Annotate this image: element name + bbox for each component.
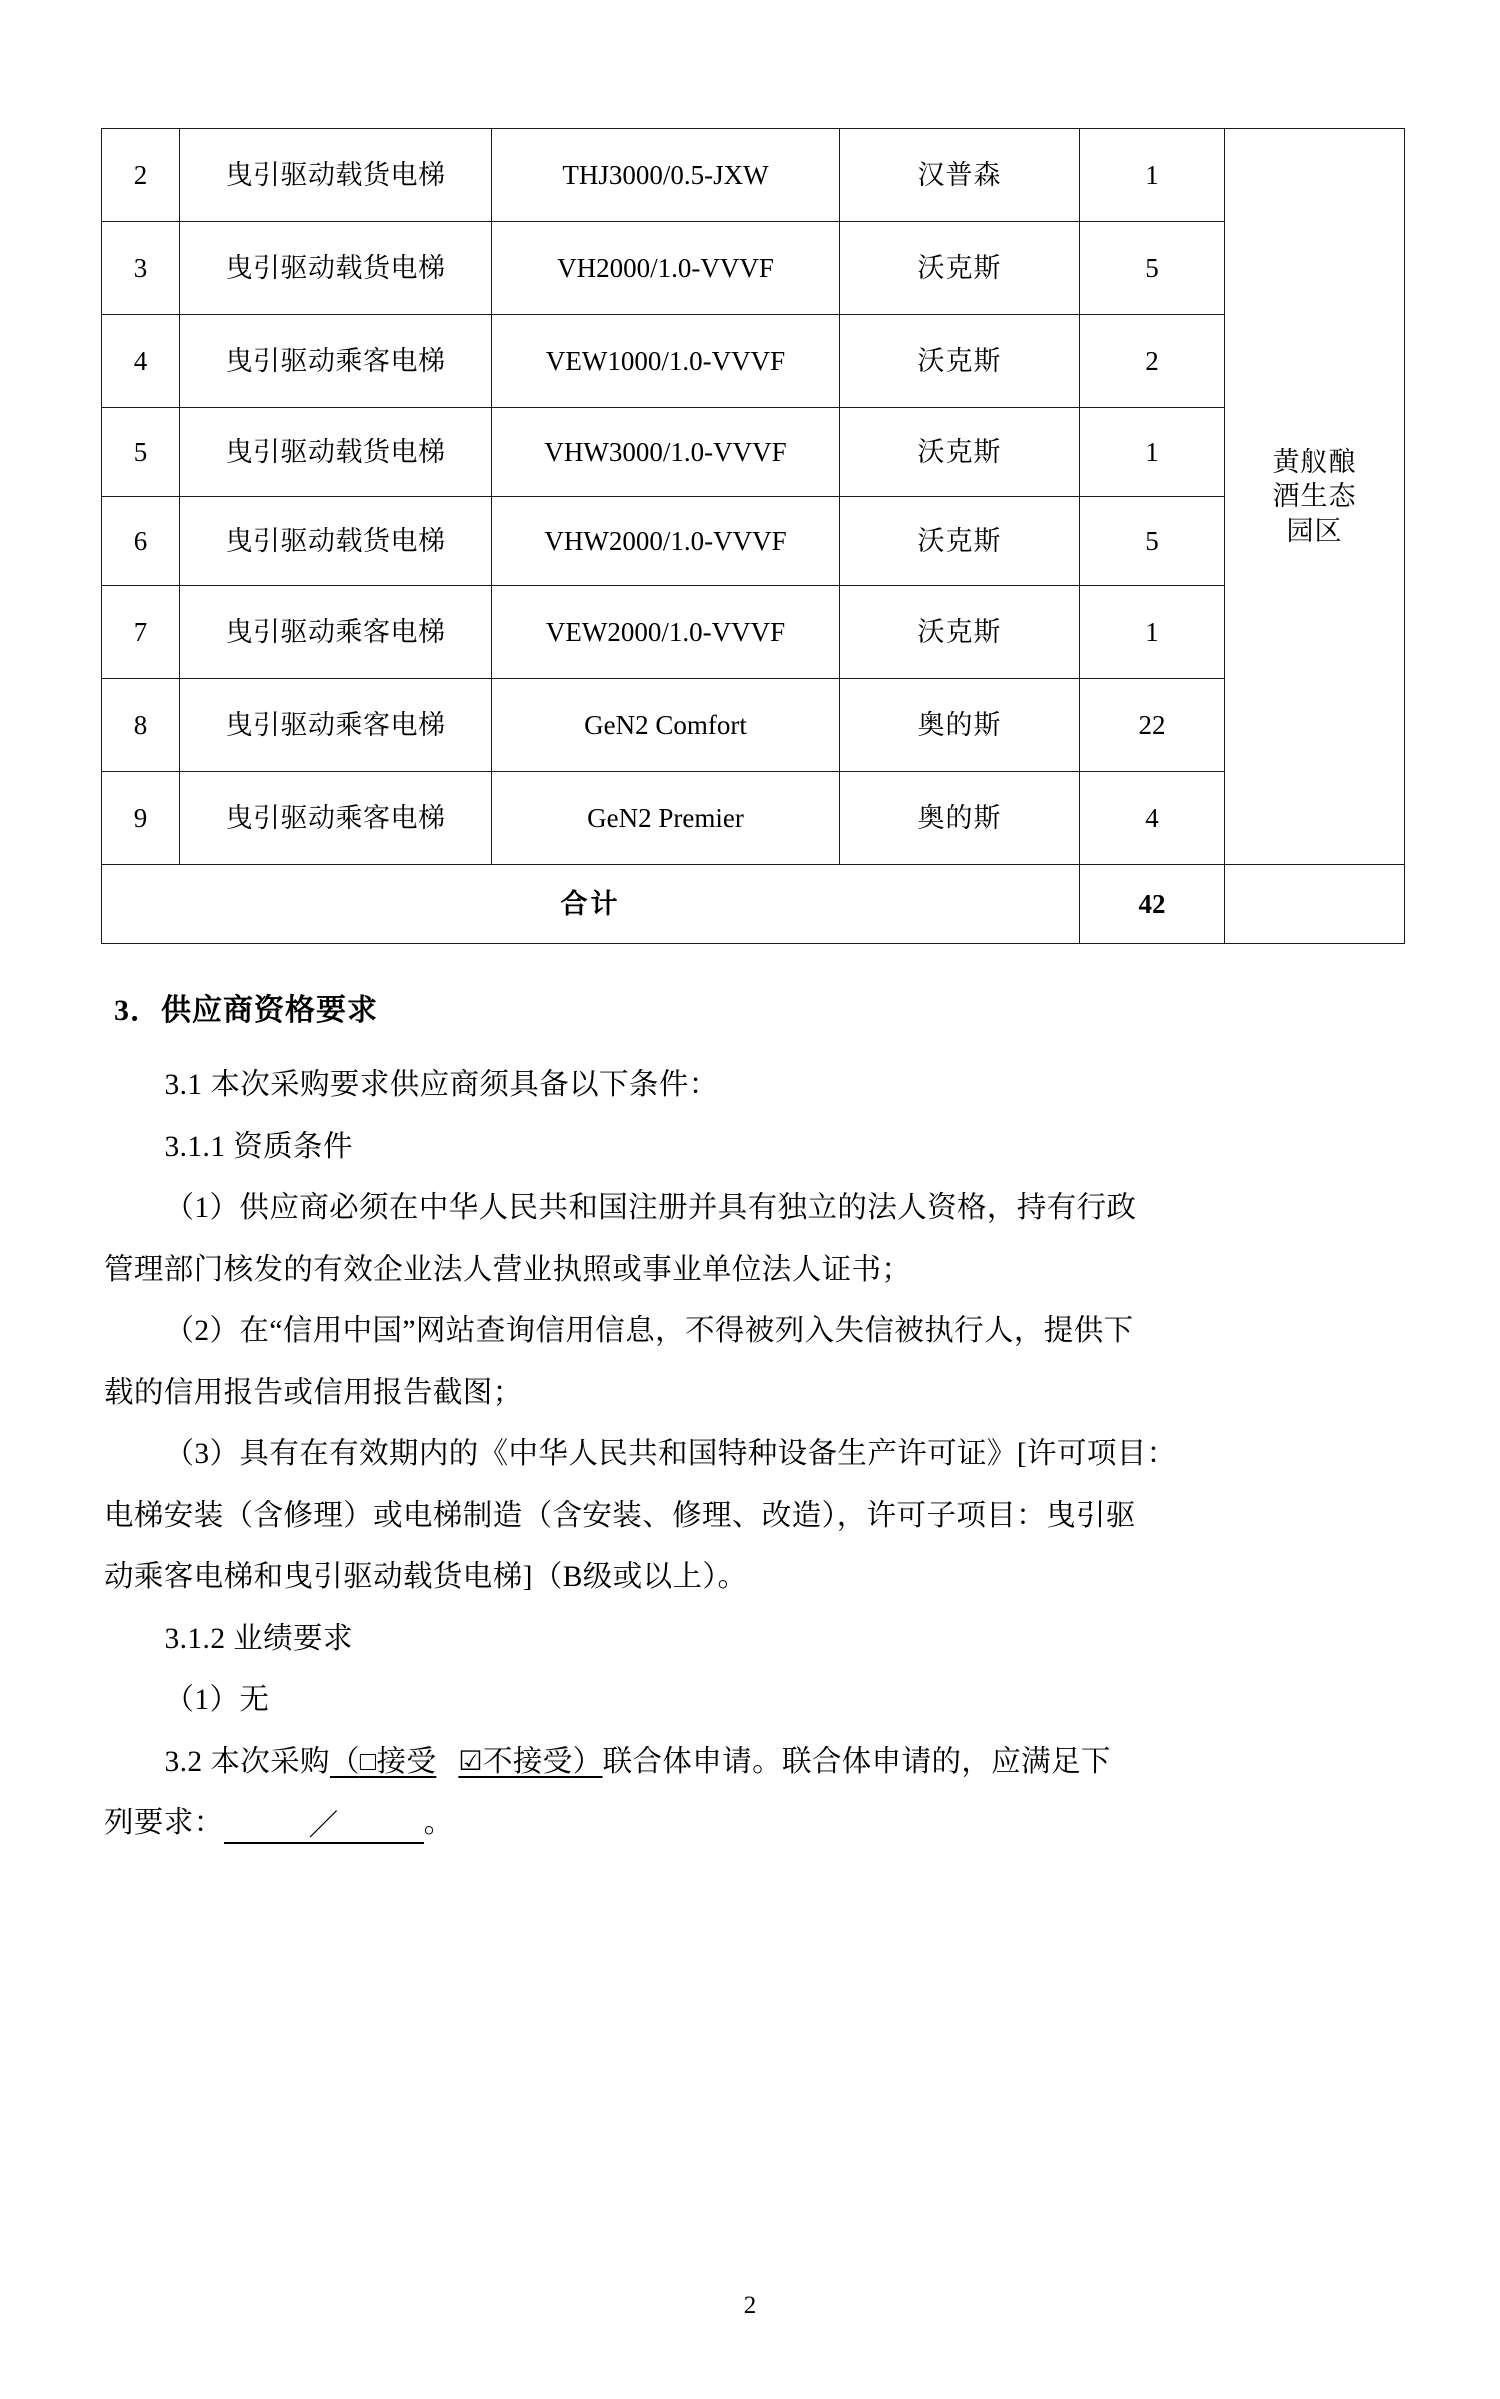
equipment-name: 曳引驱动乘客电梯 <box>180 679 492 772</box>
table-row <box>102 408 1405 497</box>
page-number: 2 <box>743 2292 757 2319</box>
equipment-name: 曳引驱动载货电梯 <box>180 129 492 222</box>
equipment-qty: 1 <box>1080 586 1225 679</box>
equipment-name: 曳引驱动乘客电梯 <box>180 586 492 679</box>
paragraph-3-2-prefix: 3.2 本次采购 <box>164 1745 330 1778</box>
equipment-model: VH2000/1.0-VVVF <box>492 222 840 315</box>
paragraph-item-3-line-3: 动乘客电梯和曳引驱动载货电梯]（B级或以上）。 <box>104 1561 748 1593</box>
equipment-qty: 5 <box>1080 497 1225 586</box>
paragraph-item-2-line-2: 载的信用报告或信用报告截图； <box>104 1376 523 1409</box>
row-index: 7 <box>102 586 180 679</box>
equipment-brand: 沃克斯 <box>840 408 1080 497</box>
equipment-model: VEW1000/1.0-VVVF <box>492 315 840 408</box>
table-total-row <box>102 865 1405 944</box>
total-label: 合计 <box>102 865 1080 944</box>
equipment-model: GeN2 Premier <box>492 772 840 865</box>
paren-open: （ <box>329 1745 360 1778</box>
total-value: 42 <box>1080 865 1225 944</box>
checkbox-accept-unchecked-icon[interactable]: □ <box>359 1745 377 1776</box>
equipment-model: VHW3000/1.0-VVVF <box>492 408 840 497</box>
paragraph-3-1-2: 3.1.2 业绩要求 <box>164 1622 353 1655</box>
row-index: 2 <box>102 129 180 222</box>
consortium-choice-group <box>330 1746 603 1778</box>
paragraph-item-1-line-2: 管理部门核发的有效企业法人营业执照或事业单位法人证书； <box>104 1253 912 1286</box>
equipment-table-container <box>100 0 1400 944</box>
paragraph-item-1-line-1: （1）供应商必须在中华人民共和国注册并具有独立的法人资格，持有行政 <box>164 1192 1137 1224</box>
period-mark: 。 <box>423 1807 454 1839</box>
table-row <box>102 129 1405 222</box>
site-line-3: 园区 <box>1286 515 1343 546</box>
paragraph-3-1-1: 3.1.1 资质条件 <box>164 1130 353 1163</box>
equipment-brand: 汉普森 <box>840 129 1080 222</box>
row-index: 3 <box>102 222 180 315</box>
section-heading: 3．供应商资格要求 <box>114 994 378 1027</box>
label-reject: 不接受 <box>482 1745 573 1778</box>
row-index: 4 <box>102 315 180 408</box>
table-row <box>102 315 1405 408</box>
row-index: 6 <box>102 497 180 586</box>
equipment-model: VHW2000/1.0-VVVF <box>492 497 840 586</box>
site-line-2: 酒生态 <box>1272 481 1357 512</box>
paragraph-3-1: 3.1 本次采购要求供应商须具备以下条件： <box>164 1069 719 1101</box>
paragraph-performance-none: （1）无 <box>164 1684 270 1716</box>
equipment-model: THJ3000/0.5-JXW <box>492 129 840 222</box>
equipment-brand: 奥的斯 <box>840 679 1080 772</box>
equipment-qty: 1 <box>1080 129 1225 222</box>
equipment-brand: 沃克斯 <box>840 497 1080 586</box>
equipment-name: 曳引驱动乘客电梯 <box>180 315 492 408</box>
paragraph-3-2-suffix: 联合体申请。联合体申请的，应满足下 <box>602 1745 1111 1778</box>
equipment-qty: 22 <box>1080 679 1225 772</box>
paragraph-item-2-line-1: （2）在“信用中国”网站查询信用信息，不得被列入失信被执行人，提供下 <box>164 1315 1134 1347</box>
equipment-name: 曳引驱动载货电梯 <box>180 408 492 497</box>
equipment-name: 曳引驱动载货电梯 <box>180 222 492 315</box>
table-row <box>102 679 1405 772</box>
requirements-label: 列要求： <box>104 1807 224 1839</box>
total-site-empty <box>1225 865 1405 944</box>
equipment-model: GeN2 Comfort <box>492 679 840 772</box>
equipment-name: 曳引驱动乘客电梯 <box>180 772 492 865</box>
equipment-brand: 沃克斯 <box>840 222 1080 315</box>
row-index: 9 <box>102 772 180 865</box>
label-accept: 接受 <box>376 1745 437 1778</box>
requirements-blank-field[interactable]: ／ <box>224 1810 424 1844</box>
paragraph-3-2-line-2 <box>104 1797 1400 1850</box>
equipment-qty: 4 <box>1080 772 1225 865</box>
row-index: 5 <box>102 408 180 497</box>
table-row <box>102 772 1405 865</box>
equipment-qty: 2 <box>1080 315 1225 408</box>
equipment-brand: 沃克斯 <box>840 315 1080 408</box>
supplier-qualification-section <box>100 988 1400 1850</box>
site-line-1: 黄舣酿 <box>1272 446 1357 477</box>
install-site-merged <box>1225 129 1405 865</box>
paren-close: ） <box>572 1745 603 1778</box>
equipment-model: VEW2000/1.0-VVVF <box>492 586 840 679</box>
equipment-qty: 5 <box>1080 222 1225 315</box>
table-row <box>102 222 1405 315</box>
table-row <box>102 586 1405 679</box>
paragraph-item-3-line-1: （3）具有在有效期内的《中华人民共和国特种设备生产许可证》[许可项目： <box>164 1438 1177 1470</box>
row-index: 8 <box>102 679 180 772</box>
equipment-brand: 沃克斯 <box>840 586 1080 679</box>
checkbox-reject-checked-icon[interactable]: ☑ <box>458 1745 483 1776</box>
paragraph-3-2-line-1 <box>104 1736 1400 1789</box>
equipment-table <box>101 128 1405 944</box>
paragraph-item-3-line-2: 电梯安装（含修理）或电梯制造（含安装、修理、改造），许可子项目：曳引驱 <box>104 1499 1136 1532</box>
table-row <box>102 497 1405 586</box>
equipment-qty: 1 <box>1080 408 1225 497</box>
equipment-brand: 奥的斯 <box>840 772 1080 865</box>
equipment-name: 曳引驱动载货电梯 <box>180 497 492 586</box>
